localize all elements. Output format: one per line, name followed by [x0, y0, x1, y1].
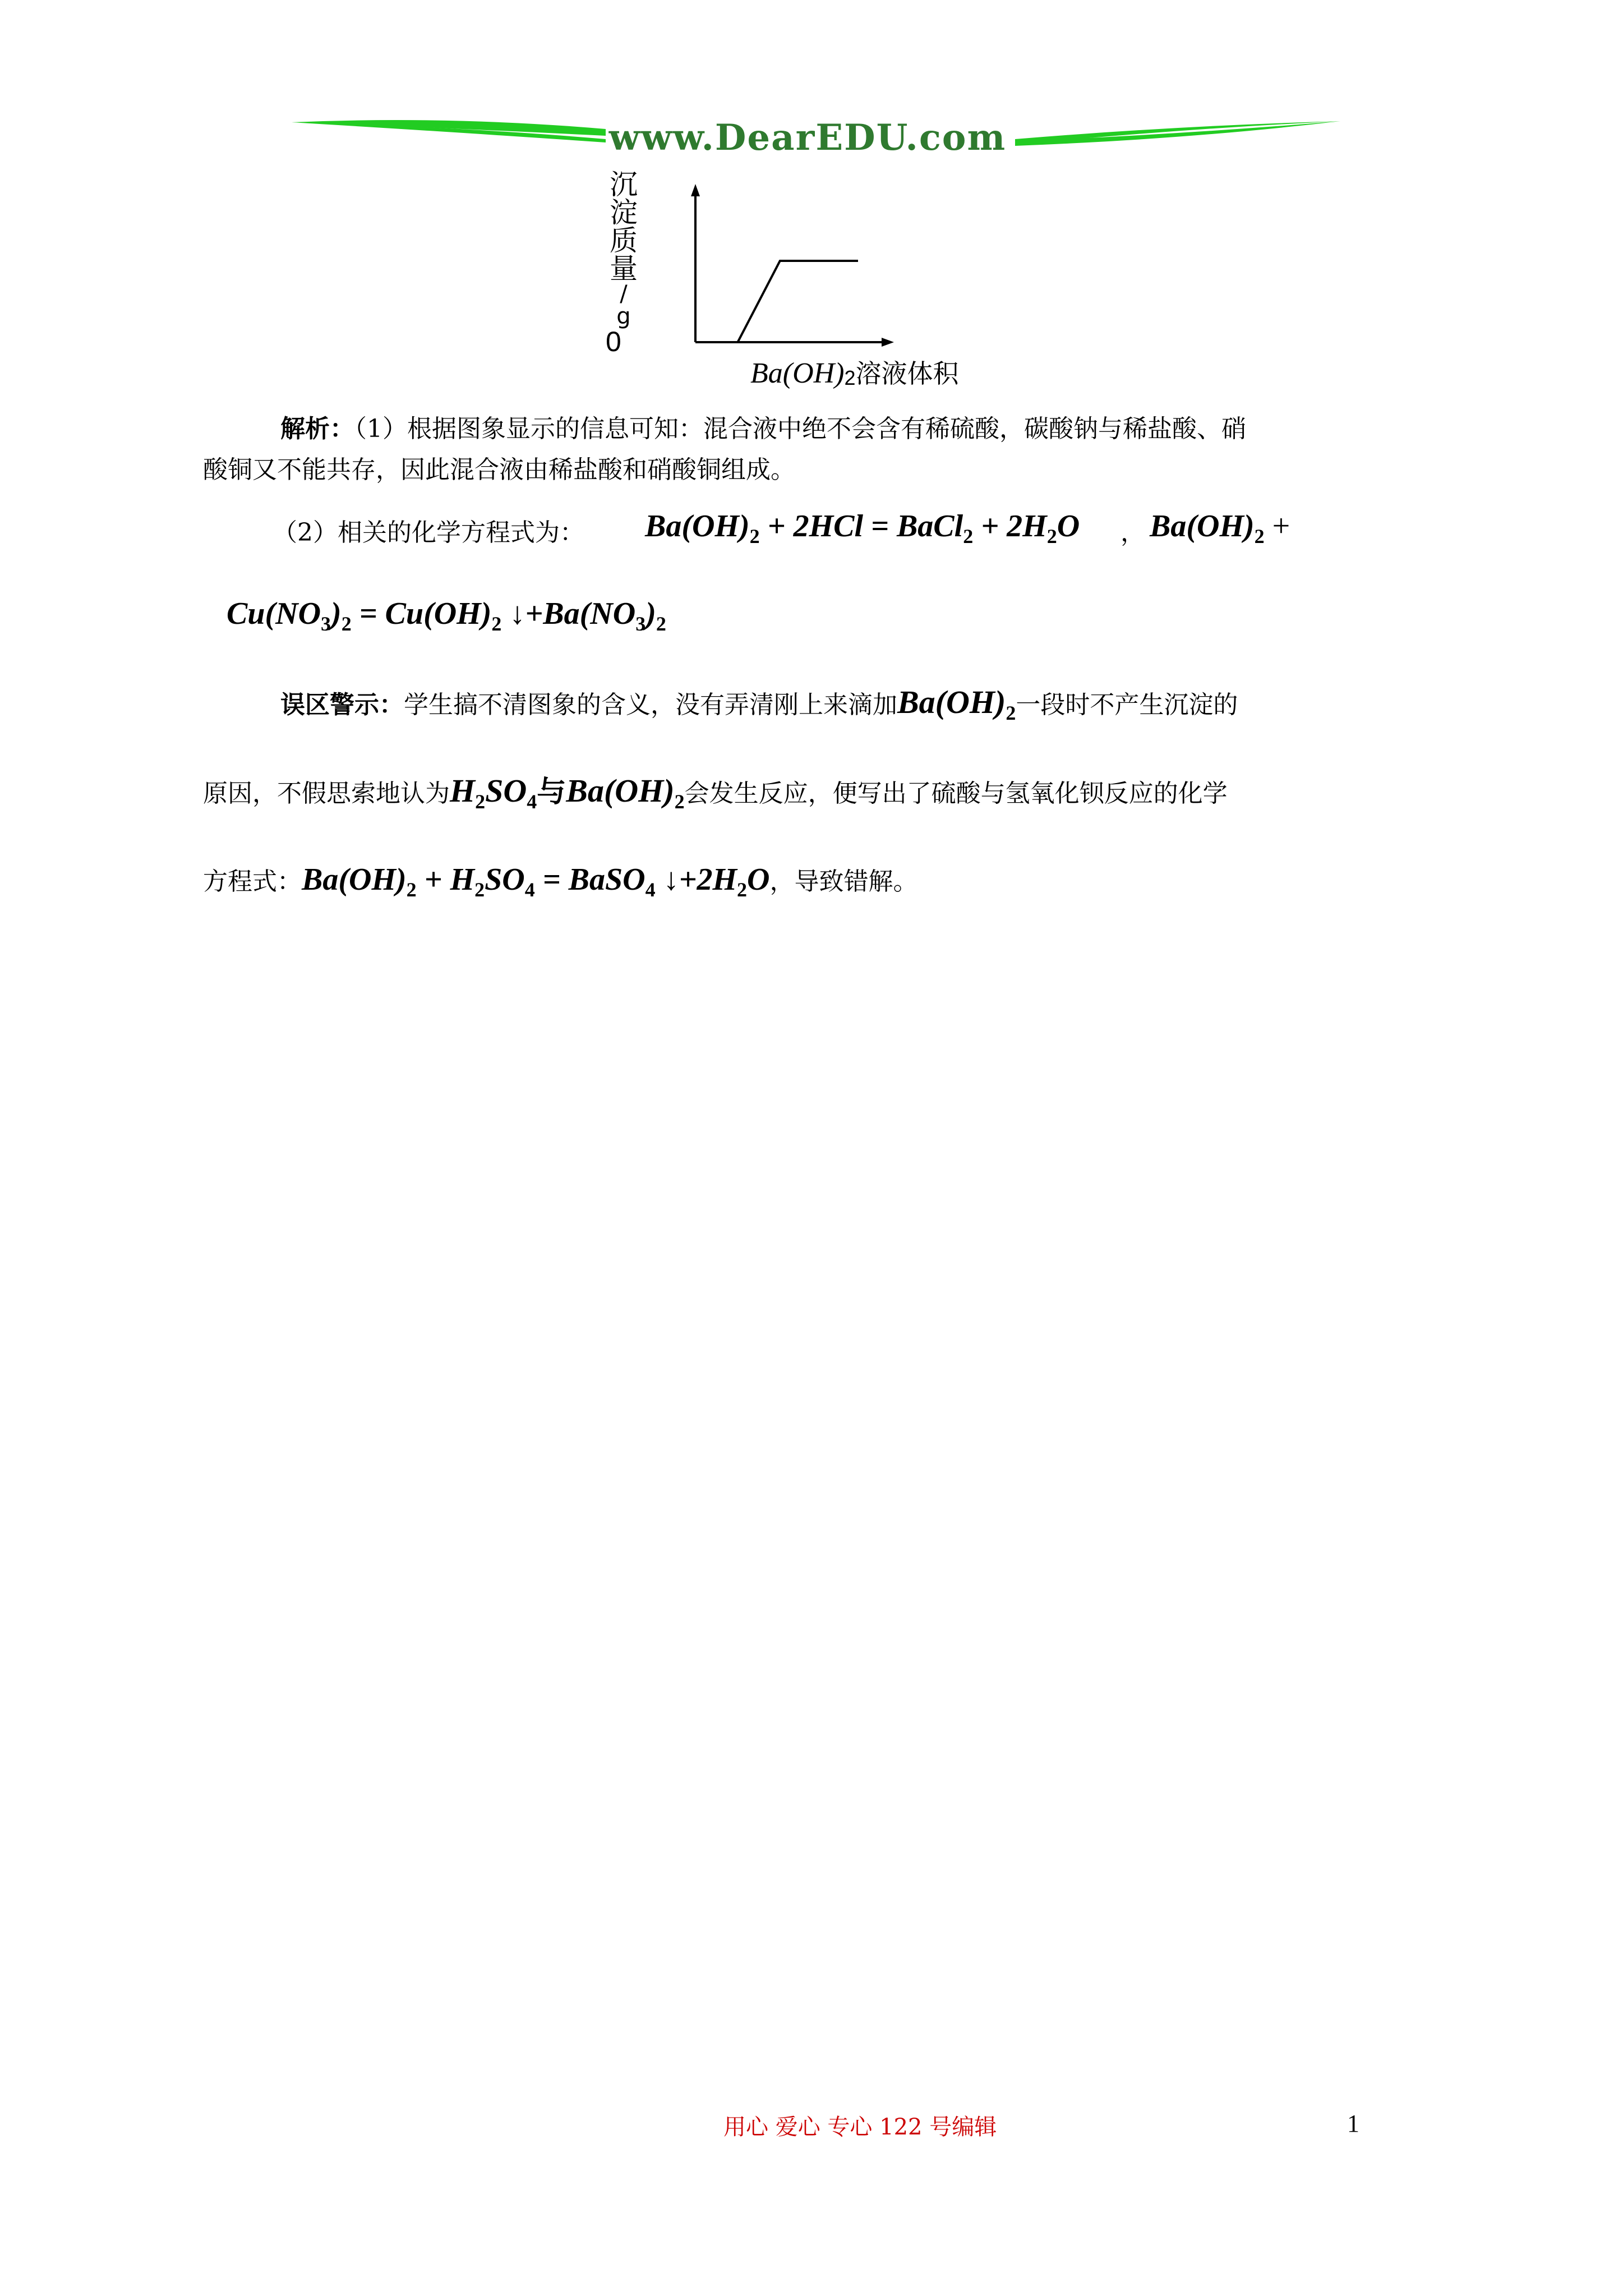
precipitate-arrow: ↓: [501, 596, 525, 631]
analysis-text-line1: （1）根据图象显示的信息可知：混合液中绝不会含有稀硫酸，碳酸钠与稀盐酸、硝: [354, 415, 1246, 443]
eq-sub: 2: [491, 613, 502, 635]
eq-plus: +: [1264, 509, 1290, 544]
eq-part: SO: [485, 772, 527, 809]
eq-sub: 2: [1046, 525, 1057, 547]
eq-sub: 2: [737, 878, 748, 901]
eq-part: + 2HCl = BaCl: [759, 509, 963, 544]
eq-part: = Cu(OH): [351, 596, 492, 631]
x-label-text: 溶液体积: [855, 358, 959, 389]
header-banner: [292, 110, 1340, 166]
eq-sub: 2: [406, 878, 417, 901]
eq-sub: 3: [635, 613, 646, 635]
warning-line-3: [203, 863, 918, 907]
y-axis-label: [607, 168, 640, 329]
eq-sub: 2: [1006, 702, 1016, 724]
eq-part: Ba(OH): [897, 684, 1006, 720]
page-number: 1: [1347, 2110, 1359, 2137]
equation-wrong: [302, 862, 770, 901]
warning-formula: [566, 772, 685, 813]
precipitate-graph: [594, 163, 1021, 398]
analysis-label: 解析：: [280, 415, 354, 443]
warning-text: 一段时不产生沉淀的: [1016, 691, 1238, 719]
eq-part: +2H: [679, 862, 737, 897]
eq-sub: 2: [674, 790, 685, 813]
eq-part: ): [331, 596, 342, 631]
warning-text: ，导致错解。: [769, 867, 918, 896]
comma: ，: [1121, 518, 1145, 547]
eq-sub: 2: [656, 613, 666, 635]
equation-1: [645, 508, 1080, 548]
eq-sub: 3: [321, 613, 331, 635]
eq-sub: 2: [963, 525, 974, 547]
eq-sub: 2: [475, 790, 486, 813]
equation-2-start: [1150, 508, 1290, 548]
origin-label: 0: [606, 326, 621, 357]
warning-label: 误区警示：: [280, 691, 404, 719]
eq-part: ): [645, 596, 656, 631]
equations-intro: （2）相关的化学方程式为：: [273, 518, 584, 547]
eq-part: Cu(NO: [227, 596, 321, 631]
y-label-char: g: [616, 303, 631, 329]
x-label-formula: Ba(OH): [750, 357, 845, 389]
eq-sub: 4: [645, 878, 656, 901]
warning-text: 方程式：: [203, 867, 302, 896]
eq-part: Ba(OH): [302, 862, 407, 897]
warning-text: 会发生反应，便写出了硫酸与氢氧化钡反应的化学: [684, 779, 1228, 808]
eq-part: + 2H: [973, 509, 1047, 544]
eq-part: Ba(OH): [1150, 509, 1255, 544]
eq-sub: 4: [524, 878, 535, 901]
eq-part: O: [747, 862, 770, 897]
analysis-paragraph-1-cont: [203, 453, 795, 487]
warning-text: 原因，不假思索地认为: [203, 779, 450, 808]
warning-text: 学生搞不清图象的含义，没有弄清刚上来滴加: [404, 691, 897, 719]
analysis-paragraph-1: [280, 412, 1246, 446]
y-label-char: 沉: [610, 168, 638, 201]
y-label-char: 量: [610, 252, 638, 285]
eq-part: +Ba(NO: [525, 596, 636, 631]
x-label-sub: 2: [844, 366, 856, 390]
site-url[interactable]: www.DearEDU.com: [608, 117, 1007, 159]
eq-part: O: [1057, 509, 1080, 544]
analysis-paragraph-2: [273, 516, 584, 550]
eq-part: H: [450, 772, 476, 809]
warning-formula: [897, 684, 1016, 724]
warning-text: 与: [537, 775, 566, 809]
equation-2: [227, 596, 666, 636]
eq-sub: 2: [749, 525, 760, 547]
eq-sub: 2: [341, 613, 352, 635]
y-label-char: 淀: [610, 196, 638, 229]
warning-line-1: [280, 685, 1238, 730]
warning-formula: [450, 772, 537, 813]
eq-sub: 2: [474, 878, 485, 901]
eq-part: Ba(OH): [566, 772, 675, 809]
analysis-text-line2: 酸铜又不能共存，因此混合液由稀盐酸和硝酸铜组成。: [203, 455, 795, 484]
footer-text: 用心 爱心 专心 122 号编辑: [723, 2114, 997, 2140]
eq-part: Ba(OH): [645, 509, 750, 544]
eq-sub: 2: [1254, 525, 1265, 547]
eq-part: SO: [485, 862, 525, 897]
x-axis-label: [750, 353, 959, 390]
y-axis-arrow: [691, 184, 700, 196]
y-label-char: 质: [610, 224, 638, 257]
eq-part: = BaSO: [534, 862, 645, 897]
precipitate-arrow: ↓: [655, 862, 679, 897]
warning-line-2: [203, 774, 1228, 818]
eq-sub: 4: [527, 790, 537, 813]
precipitate-mass-line: [695, 261, 858, 342]
x-axis-arrow: [882, 338, 894, 347]
y-label-char: /: [620, 281, 628, 307]
eq-part: + H: [416, 862, 475, 897]
